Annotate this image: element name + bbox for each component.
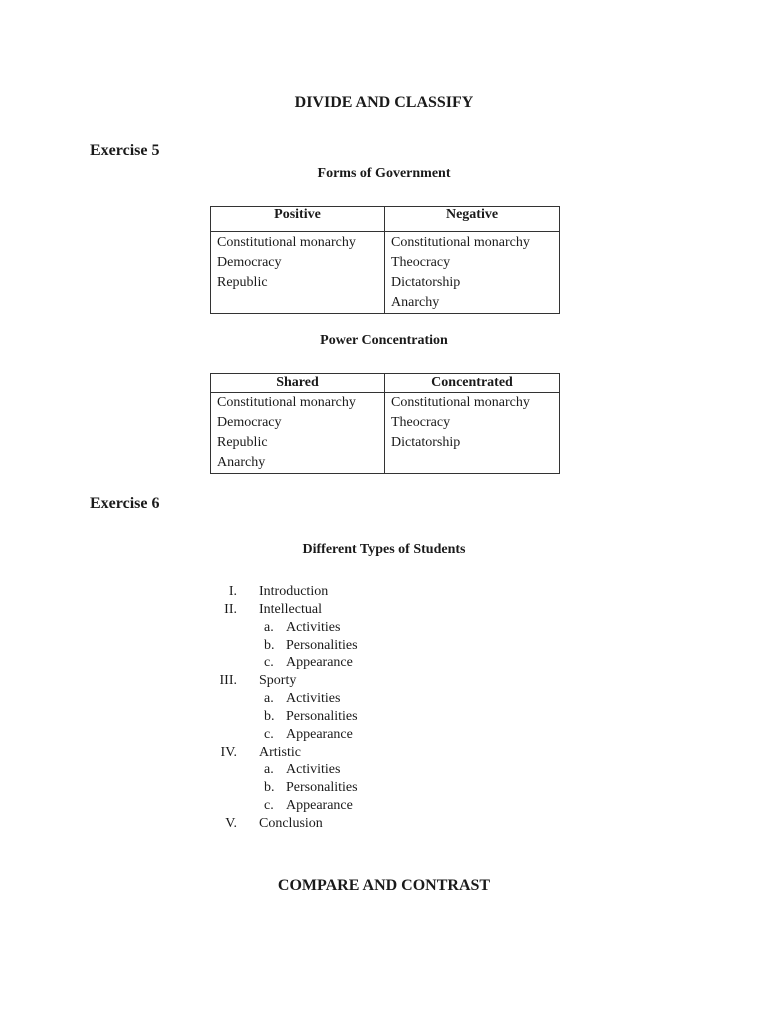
table-cell-item: Anarchy — [391, 295, 440, 310]
table-header-positive: Positive — [211, 207, 385, 232]
outline-numeral: II. — [224, 601, 237, 617]
outline-item-text: Conclusion — [259, 815, 323, 831]
outline-letter: b. — [264, 780, 275, 796]
power-concentration-caption: Power Concentration — [320, 333, 448, 348]
outline-subitem-text: Personalities — [286, 780, 358, 796]
positive-column-cell — [211, 232, 385, 314]
outline-letter: b. — [264, 708, 275, 724]
forms-of-government-table — [210, 206, 560, 314]
table-cell-item: Anarchy — [217, 455, 266, 470]
table-header-concentrated: Concentrated — [385, 374, 560, 393]
table-header-negative: Negative — [385, 207, 560, 232]
student-types-caption: Different Types of Students — [302, 542, 466, 557]
outline-letter: a. — [264, 619, 274, 635]
outline-letter: a. — [264, 762, 274, 778]
outline-item-text: Intellectual — [259, 601, 322, 617]
outline-letter: c. — [264, 798, 274, 814]
outline-numeral: V. — [225, 815, 237, 831]
outline-letter: a. — [264, 691, 274, 707]
table-cell-item: Republic — [217, 435, 268, 450]
power-concentration-table — [210, 373, 560, 474]
outline-numeral: IV. — [220, 744, 237, 760]
shared-column-cell — [211, 393, 385, 474]
outline-subitem-text: Personalities — [286, 708, 358, 724]
outline-subitem-text: Activities — [286, 762, 341, 778]
table-cell-item: Democracy — [217, 415, 282, 430]
outline-letter: c. — [264, 726, 274, 742]
section-title-compare-contrast: COMPARE AND CONTRAST — [277, 877, 491, 894]
forms-of-government-caption: Forms of Government — [317, 166, 451, 181]
outline-subitem-text: Appearance — [286, 726, 353, 742]
table-header-shared: Shared — [211, 374, 385, 393]
exercise-5-heading: Exercise 5 — [90, 142, 160, 159]
table-cell-item: Theocracy — [391, 415, 451, 430]
table-cell-item: Dictatorship — [391, 435, 461, 450]
concentrated-column-cell — [385, 393, 560, 474]
outline-subitem-text: Personalities — [286, 637, 358, 653]
outline-subitem-text: Activities — [286, 619, 341, 635]
outline-numeral: I. — [228, 584, 237, 599]
outline-letter: b. — [264, 637, 275, 653]
table-cell-item: Constitutional monarchy — [391, 235, 530, 250]
negative-column-cell — [385, 232, 560, 314]
outline-subitem-text: Appearance — [286, 655, 353, 671]
outline-item-text: Artistic — [259, 744, 301, 760]
outline-subitem-text: Activities — [286, 691, 341, 707]
outline-item-text: Sporty — [259, 673, 297, 689]
table-cell-item: Constitutional monarchy — [391, 395, 530, 410]
exercise-6-heading: Exercise 6 — [90, 495, 160, 512]
outline-letter: c. — [264, 655, 274, 671]
outline-item-text: Introduction — [259, 584, 329, 599]
outline-subitem-text: Appearance — [286, 798, 353, 814]
table-cell-item: Democracy — [217, 255, 282, 270]
outline-numeral: III. — [219, 673, 237, 689]
table-cell-item: Dictatorship — [391, 275, 461, 290]
table-cell-item: Theocracy — [391, 255, 451, 270]
table-cell-item: Republic — [217, 275, 268, 290]
table-cell-item: Constitutional monarchy — [217, 395, 356, 410]
table-cell-item: Constitutional monarchy — [217, 235, 356, 250]
section-title-divide-classify: DIVIDE AND CLASSIFY — [294, 94, 474, 111]
